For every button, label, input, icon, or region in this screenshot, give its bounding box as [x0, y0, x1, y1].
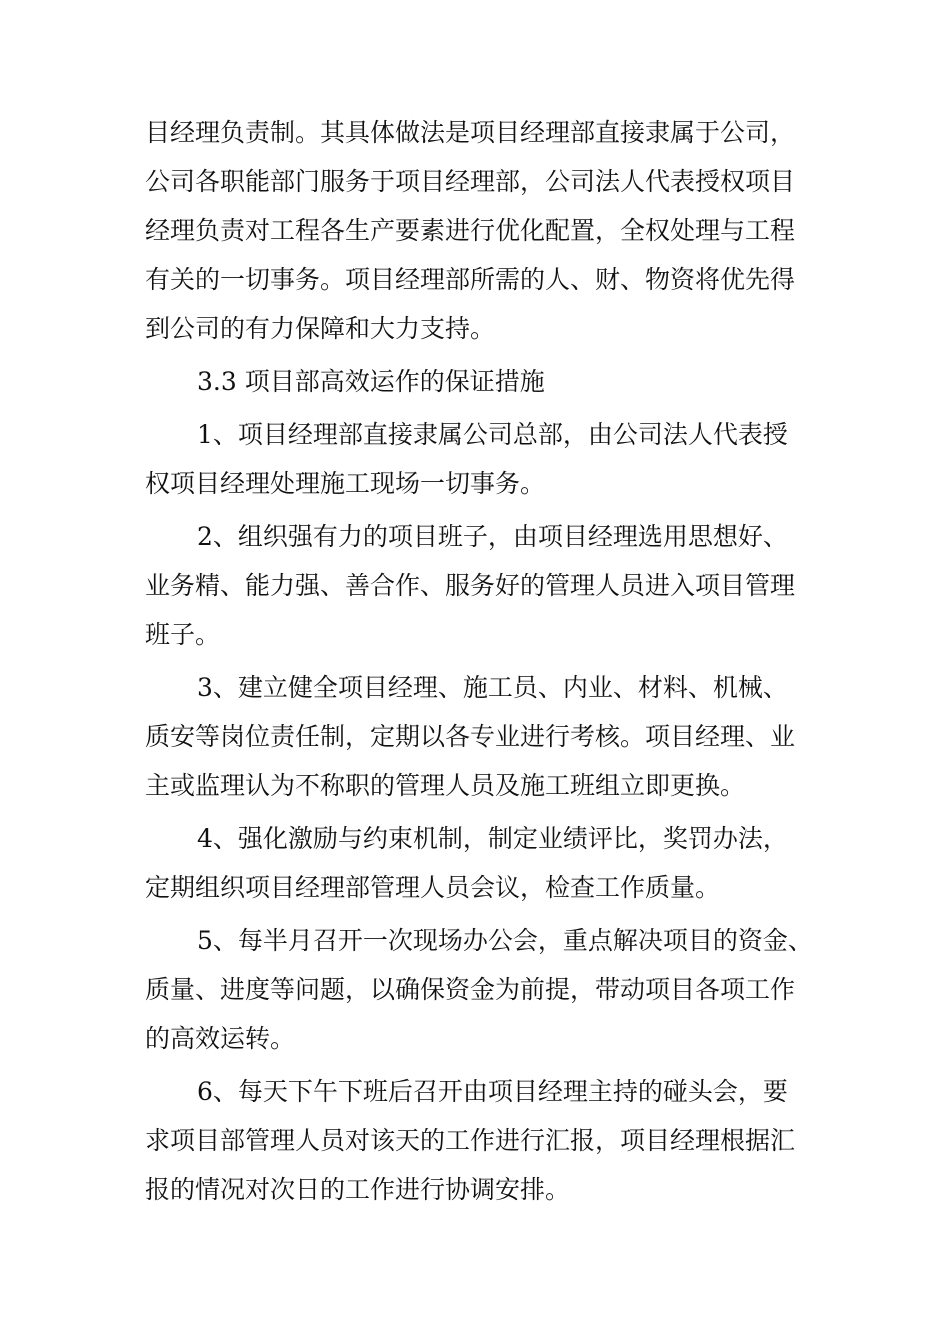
list-item-line: 3、建立健全项目经理、施工员、内业、材料、机械、	[197, 673, 788, 702]
paragraph-line: 有关的一切事务。项目经理部所需的人、财、物资将优先得	[145, 265, 796, 294]
list-item-line: 质安等岗位责任制，定期以各专业进行考核。项目经理、业	[145, 722, 796, 751]
list-item-line: 6、每天下午下班后召开由项目经理主持的碰头会，要	[197, 1077, 788, 1106]
list-item-line: 业务精、能力强、善合作、服务好的管理人员进入项目管理	[145, 571, 796, 600]
list-item-line: 报的情况对次日的工作进行协调安排。	[145, 1175, 571, 1204]
paragraph-line: 公司各职能部门服务于项目经理部，公司法人代表授权项目	[145, 167, 796, 196]
list-item-line: 1、项目经理部直接隶属公司总部，由公司法人代表授	[197, 420, 788, 449]
paragraph-line: 经理负责对工程各生产要素进行优化配置，全权处理与工程	[145, 216, 796, 245]
list-item-line: 的高效运转。	[145, 1024, 296, 1053]
paragraph-line: 目经理负责制。其具体做法是项目经理部直接隶属于公司，	[145, 118, 796, 147]
list-item-line: 2、组织强有力的项目班子，由项目经理选用思想好、	[197, 522, 788, 551]
list-item-line: 定期组织项目经理部管理人员会议，检查工作质量。	[145, 873, 721, 902]
section-heading: 3.3 项目部高效运作的保证措施	[197, 367, 545, 396]
paragraph-line: 到公司的有力保障和大力支持。	[145, 314, 496, 343]
list-item-line: 权项目经理处理施工现场一切事务。	[145, 469, 546, 498]
list-item-line: 4、强化激励与约束机制，制定业绩评比，奖罚办法，	[197, 824, 788, 853]
document-body	[145, 108, 825, 1214]
list-item-line: 班子。	[145, 620, 221, 649]
list-item-line: 主或监理认为不称职的管理人员及施工班组立即更换。	[145, 771, 746, 800]
list-item-line: 质量、进度等问题，以确保资金为前提，带动项目各项工作	[145, 975, 796, 1004]
list-item-line: 5、每半月召开一次现场办公会，重点解决项目的资金、	[197, 926, 813, 955]
list-item-line: 求项目部管理人员对该天的工作进行汇报，项目经理根据汇	[145, 1126, 796, 1155]
